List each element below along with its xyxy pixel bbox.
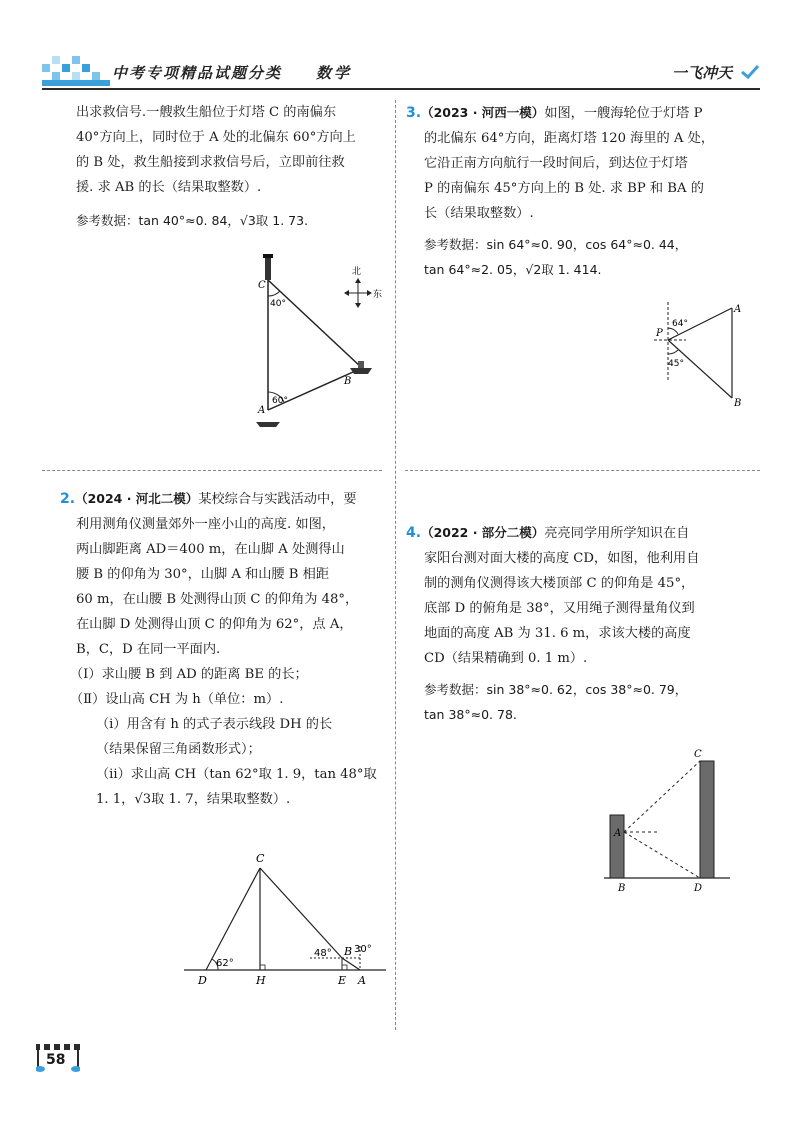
q2-sub2a: （ⅱ）求山高 CH（tan 62°取 1. 9，tan 48°取 (96, 767, 377, 782)
q2-source: （2024 · 河北二模） (75, 491, 199, 506)
q1-angle-40: 40° (270, 299, 286, 309)
page-header (0, 0, 800, 100)
q1-line: 援. 求 AB 的长（结果取整数）. (76, 180, 262, 195)
q2-sub1a: （ⅰ）用含有 h 的式子表示线段 DH 的长 (96, 717, 333, 732)
q3-reference-1: 参考数据：sin 64°≈0. 90，cos 64°≈0. 44， (424, 237, 688, 252)
q3-label-a: A (734, 304, 742, 315)
q1-line: 出求救信号.一艘救生船位于灯塔 C 的南偏东 (76, 105, 337, 120)
q1-reference: 参考数据：tan 40°≈0. 84，√3取 1. 73. (76, 213, 309, 228)
q2-line: 在山脚 D 处测得山顶 C 的仰角为 62°，点 A， (76, 617, 353, 632)
q3-reference-2: tan 64°≈2. 05，√2取 1. 414. (424, 262, 602, 277)
q3-label-p: P (656, 328, 663, 339)
q1-text (76, 100, 356, 233)
q2-angle-48: 48° (314, 948, 332, 959)
q4-reference-1: 参考数据：sin 38°≈0. 62，cos 38°≈0. 79， (424, 682, 688, 697)
compass-icon (344, 278, 372, 308)
q3-source: （2023 · 河西一模） (421, 105, 545, 120)
q1-line: 的 B 处，救生船接到求救信号后，立即前往救 (76, 155, 345, 170)
q2-label-c: C (256, 852, 265, 865)
q2-label-h: H (256, 974, 266, 987)
q2-label-a: A (358, 974, 366, 987)
header-brand: 一飞冲天 (672, 64, 733, 82)
q4-text (406, 520, 699, 727)
compass-north: 北 (352, 267, 362, 277)
q4-line: CD（结果精确到 0. 1 m）. (424, 651, 588, 666)
page-number: 58 (46, 1052, 66, 1068)
q1-angle-60: 60° (272, 396, 288, 406)
q4-line: 地面的高度 AB 为 31. 6 m，求该大楼的高度 (424, 626, 691, 641)
q2-text (60, 486, 377, 812)
q2-figure (180, 850, 390, 990)
check-icon (740, 64, 760, 80)
q3-text (406, 100, 714, 282)
column-divider (395, 100, 396, 1030)
q3-angle-64: 64° (672, 319, 688, 329)
q4-line: 家阳台测对面大楼的高度 CD，如图，他利用自 (424, 551, 700, 566)
q2-angle-30: 30° (354, 944, 372, 955)
q4-label-d: D (694, 883, 703, 894)
lighthouse-icon (265, 256, 271, 280)
q3-figure (640, 298, 750, 413)
compass-east: 东 (373, 290, 383, 300)
ship-icon (350, 368, 372, 374)
q2-line: 利用测角仪测量郊外一座小山的高度. 如图， (76, 517, 335, 532)
q3-label-b: B (734, 398, 742, 409)
right-separator (405, 470, 760, 471)
q2-label-b: B (344, 945, 353, 958)
q2-number: 2. (60, 491, 76, 507)
q2-line: 某校综合与实践活动中，要 (198, 492, 357, 507)
q1-label-a: A (258, 405, 266, 416)
q2-part1: （Ⅰ）求山腰 B 到 AD 的距离 BE 的长； (70, 667, 308, 682)
q2-line: 腰 B 的仰角为 30°，山脚 A 和山腰 B 相距 (76, 567, 330, 582)
left-separator (42, 470, 382, 471)
header-rule (42, 88, 760, 90)
q3-number: 3. (406, 105, 422, 121)
q4-line: 底部 D 的俯角是 38°，又用绳子测得量角仪到 (424, 601, 695, 616)
q2-line: 60 m，在山腰 B 处测得山顶 C 的仰角为 48°， (76, 592, 359, 607)
q4-label-b: B (618, 883, 626, 894)
q4-line: 制的测角仪测得该大楼顶部 C 的仰角是 45°， (424, 576, 695, 591)
q3-line: 的北偏东 64°方向，距离灯塔 120 海里的 A 处， (424, 131, 715, 146)
header-subject: 数学 (316, 64, 353, 82)
q2-label-e: E (338, 974, 347, 987)
q4-source: （2022 · 部分二模） (421, 525, 545, 540)
q3-angle-45: 45° (668, 359, 684, 369)
q4-number: 4. (406, 525, 422, 541)
header-logo-pattern (42, 56, 110, 88)
q4-reference-2: tan 38°≈0. 78. (424, 707, 517, 722)
q2-sub2b: 1. 1，√3取 1. 7，结果取整数）. (96, 792, 291, 807)
q1-label-c: C (258, 280, 266, 291)
q2-part2: （Ⅱ）设山高 CH 为 h（单位：m）. (70, 692, 284, 707)
q4-label-a: A (614, 828, 622, 839)
q1-line: 40°方向上，同时位于 A 处的北偏东 60°方向上 (76, 130, 356, 145)
q2-sub1b: （结果保留三角函数形式）； (96, 742, 261, 757)
q4-figure (600, 745, 740, 895)
q2-angle-62: 62° (216, 958, 234, 969)
q2-line: 两山脚距离 AD＝400 m，在山脚 A 处测得山 (76, 542, 345, 557)
header-title: 中考专项精品试题分类 (112, 64, 283, 82)
q4-label-c: C (694, 749, 702, 760)
q1-figure (250, 250, 390, 435)
q3-line: 长（结果取整数）. (424, 206, 534, 221)
q2-label-d: D (198, 974, 207, 987)
q2-line: B，C，D 在同一平面内. (76, 642, 221, 657)
q4-line: 亮亮同学用所学知识在自 (544, 526, 690, 541)
q3-line: P 的南偏东 45°方向上的 B 处. 求 BP 和 BA 的 (424, 181, 704, 196)
q3-line: 它沿正南方向航行一段时间后，到达位于灯塔 (424, 156, 688, 171)
q3-line: 如图，一艘海轮位于灯塔 P (544, 106, 703, 121)
q1-label-b: B (344, 376, 352, 387)
